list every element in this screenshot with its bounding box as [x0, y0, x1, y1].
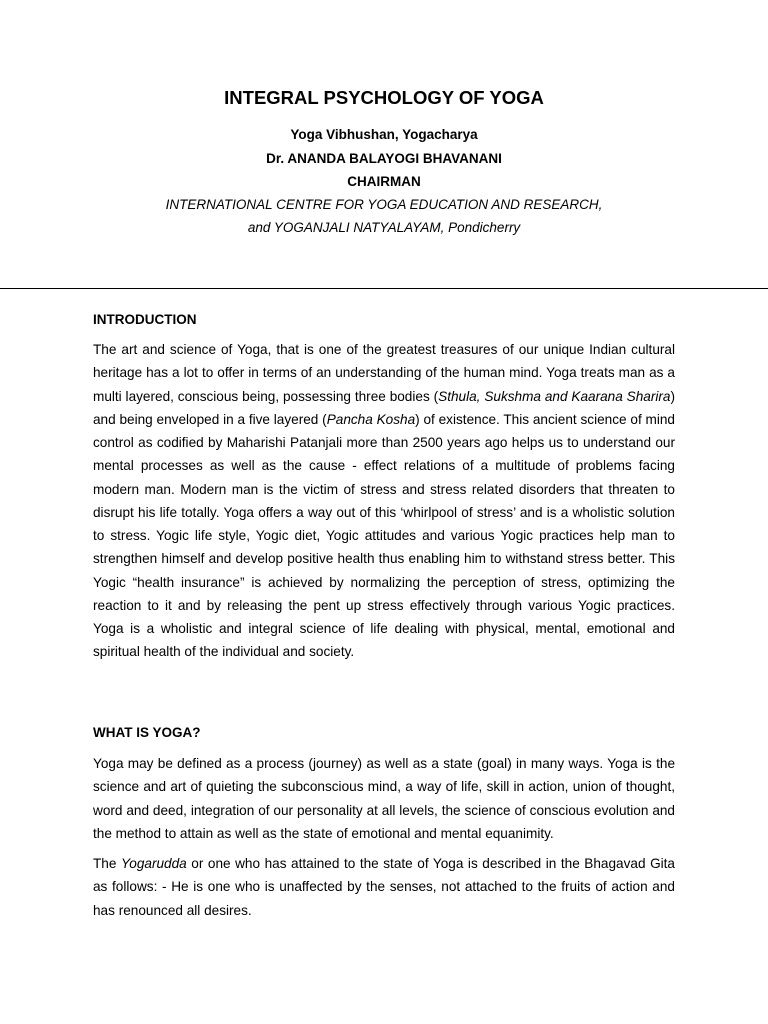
- introduction-heading: INTRODUCTION: [93, 312, 197, 327]
- yoga-term-yogarudda: Yogarudda: [120, 856, 187, 871]
- author-honorific: Yoga Vibhushan, Yogacharya: [290, 127, 478, 142]
- what-is-yoga-paragraph-1: Yoga may be defined as a process (journey) as well as a state (goal) in many ways. Yoga is the science and art of quieting the subconscious mind, a way of life, skill in action, union of thought, word and deed, integration of our personality at all levels, the science of conscious evolution and the method to attain as well as the state of emotional and mental equanimity.: [93, 756, 675, 841]
- what-is-yoga-paragraph-2: [93, 852, 675, 922]
- what-is-yoga-heading: WHAT IS YOGA?: [93, 725, 201, 740]
- yoga-p2-text-part1: The: [93, 856, 121, 871]
- intro-term-three-bodies: Sthula, Sukshma and Kaarana Sharira: [438, 388, 671, 404]
- yoga-p2-text-part2: or one who has attained to the state of Yoga is described in the Bhagavad Gita as follows: - He is one who is unaffected by the senses, not attached to the fruits of action and has renounced all desires.: [93, 856, 675, 918]
- introduction-paragraph: [93, 338, 675, 664]
- author-name: Dr. ANANDA BALAYOGI BHAVANANI: [266, 151, 502, 166]
- document-title: INTEGRAL PSYCHOLOGY OF YOGA: [224, 87, 544, 108]
- intro-text-part2: ) and being enveloped in a five layered (: [93, 388, 675, 427]
- intro-text-part1: The art and science of Yoga, that is one of the greatest treasures of our unique Indian cultural heritage has a lot to offer in terms of an understanding of the human mind. Yoga treats man as a multi layered, conscious being, possessing three bodies (: [93, 342, 675, 404]
- author-role: CHAIRMAN: [347, 174, 421, 189]
- intro-term-pancha-kosha: Pancha Kosha: [326, 411, 416, 427]
- author-organization-line1: INTERNATIONAL CENTRE FOR YOGA EDUCATION AND RESEARCH,: [165, 197, 603, 212]
- intro-text-part3: ) of existence. This ancient science of mind control as codified by Maharishi Patanjali more than 2500 years ago helps us to understand our mental processes as well as the cause - effect relations of a multitude of problems facing modern man. Modern man is the victim of stress and stress related disorders that threaten to disrupt his life totally. Yoga offers a way out of this ‘whirlpool of stress’ and is a wholistic solution to stress. Yogic life style, Yogic diet, Yogic attitudes and various Yogic practices help man to strengthen himself and develop positive health thus enabling him to withstand stress better. This Yogic “health insurance” is achieved by normalizing the perception of stress, optimizing the reaction to it and by releasing the pent up stress effectively through various Yogic practices. Yoga is a wholistic and integral science of life dealing with physical, mental, emotional and spiritual health of the individual and society.: [93, 411, 675, 660]
- author-organization-line2: and YOGANJALI NATYALAYAM, Pondicherry: [247, 220, 521, 235]
- horizontal-divider: [0, 288, 768, 289]
